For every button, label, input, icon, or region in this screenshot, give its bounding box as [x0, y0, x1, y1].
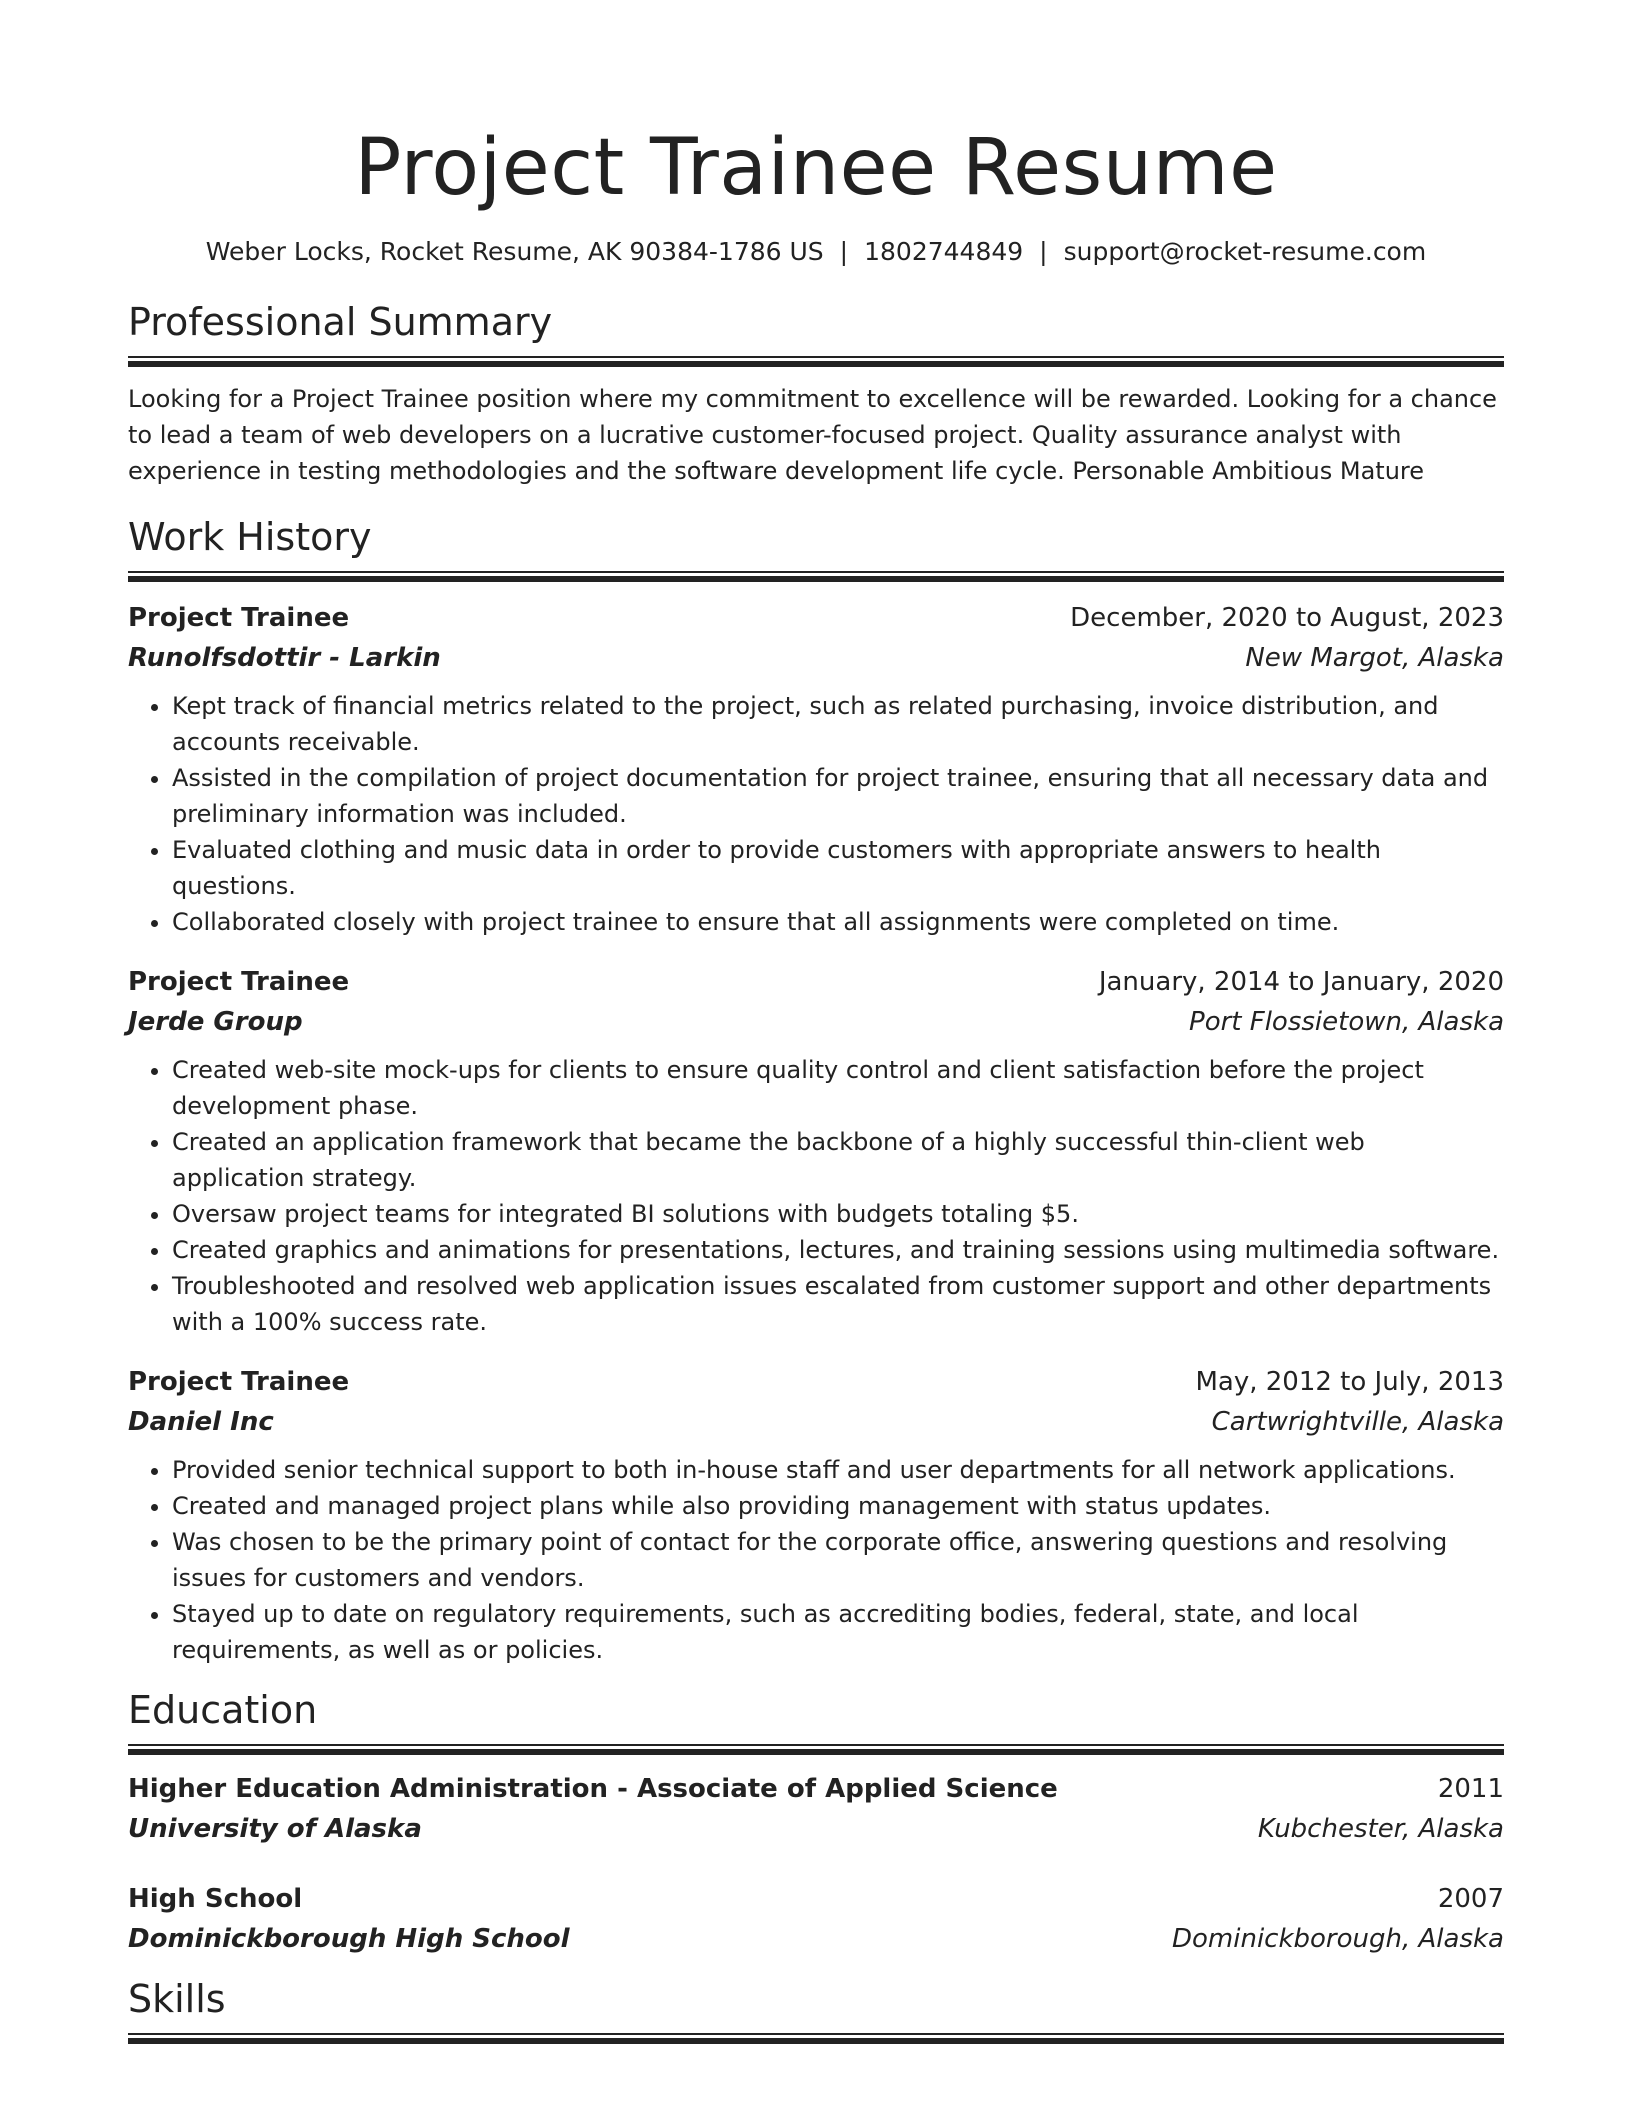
job-location: Port Flossietown, Alaska — [1189, 1007, 1504, 1037]
contact-address: Weber Locks, Rocket Resume, AK 90384-1786 US — [205, 237, 824, 266]
job-bullet: • Created web-site mock-ups for clients to ensure quality control and client satisfaction before the project development phase. — [172, 1052, 1504, 1124]
job-title: Project Trainee — [128, 1367, 350, 1397]
job-entry — [128, 598, 1504, 940]
education-entry — [128, 1769, 1504, 1849]
education-location: Kubchester, Alaska — [1257, 1814, 1504, 1844]
education-degree: High School — [128, 1884, 303, 1914]
job-company: Daniel Inc — [128, 1407, 274, 1437]
job-bullet: • Collaborated closely with project trainee to ensure that all assignments were completed on time. — [172, 904, 1504, 940]
job-bullet: • Created an application framework that became the backbone of a highly successful thin-client web application strategy. — [172, 1124, 1504, 1196]
education-section — [128, 1686, 1504, 1959]
education-year: 2011 — [1437, 1774, 1504, 1804]
job-bullet: • Was chosen to be the primary point of contact for the corporate office, answering questions and resolving issues for customers and vendors. — [172, 1524, 1504, 1596]
job-bullet: • Kept track of financial metrics related to the project, such as related purchasing, invoice distribution, and accounts receivable. — [172, 688, 1504, 760]
job-location: Cartwrightville, Alaska — [1211, 1407, 1504, 1437]
education-degree: Higher Education Administration - Associate of Applied Science — [128, 1774, 1058, 1804]
job-location: New Margot, Alaska — [1245, 643, 1504, 673]
section-divider — [128, 571, 1504, 582]
job-bullet: • Troubleshooted and resolved web application issues escalated from customer support and other departments with a 100% success rate. — [172, 1268, 1504, 1340]
job-dates: May, 2012 to July, 2013 — [1195, 1367, 1504, 1397]
work-section — [128, 513, 1504, 1668]
job-bullet: • Assisted in the compilation of project documentation for project trainee, ensuring that all necessary data and preliminary information was included. — [172, 760, 1504, 832]
section-divider — [128, 1744, 1504, 1755]
section-heading-skills: Skills — [128, 1977, 226, 2021]
education-location: Dominickborough, Alaska — [1171, 1924, 1504, 1954]
resume-title: Project Trainee Resume — [354, 123, 1278, 213]
job-entry — [128, 1362, 1504, 1668]
job-dates: January, 2014 to January, 2020 — [1098, 967, 1504, 997]
job-title: Project Trainee — [128, 967, 350, 997]
education-entry — [128, 1879, 1504, 1959]
job-bullet: • Created graphics and animations for presentations, lectures, and training sessions using multimedia software. — [172, 1232, 1504, 1268]
contact-line — [128, 234, 1504, 270]
job-dates: December, 2020 to August, 2023 — [1070, 603, 1504, 633]
job-title: Project Trainee — [128, 603, 350, 633]
job-company: Runolfsdottir - Larkin — [128, 643, 441, 673]
section-heading-work: Work History — [128, 515, 372, 559]
section-heading-summary: Professional Summary — [128, 300, 553, 344]
skills-section — [128, 1975, 1504, 2044]
section-divider — [128, 356, 1504, 367]
job-company: Jerde Group — [128, 1007, 303, 1037]
job-bullet: • Stayed up to date on regulatory requirements, such as accrediting bodies, federal, state, and local requirements, as well as or policies. — [172, 1596, 1504, 1668]
summary-section — [128, 298, 1504, 489]
contact-phone: 1802744849 — [864, 237, 1024, 266]
resume-page — [128, 0, 1504, 2044]
summary-text: Looking for a Project Trainee position where my commitment to excellence will be rewarded. Looking for a chance to lead a team of web developers on a lucrative customer-focused project. Quality assurance analyst with experience in testing methodologies and the software development life cycle. Personable Ambitious Mature — [128, 385, 1497, 485]
education-school: University of Alaska — [128, 1814, 422, 1844]
job-entry — [128, 962, 1504, 1340]
job-bullets — [128, 688, 1504, 940]
section-heading-education: Education — [128, 1688, 318, 1732]
education-year: 2007 — [1437, 1884, 1504, 1914]
job-bullets — [128, 1052, 1504, 1340]
contact-separator: | — [839, 237, 849, 266]
job-bullets — [128, 1452, 1504, 1668]
section-divider — [128, 2033, 1504, 2044]
contact-separator: | — [1039, 237, 1048, 266]
job-bullet: • Evaluated clothing and music data in order to provide customers with appropriate answers to health questions. — [172, 832, 1504, 904]
education-school: Dominickborough High School — [128, 1924, 570, 1954]
contact-email: support@rocket-resume.com — [1063, 237, 1427, 266]
job-bullet: • Provided senior technical support to both in-house staff and user departments for all network applications. — [172, 1452, 1504, 1488]
job-bullet: • Oversaw project teams for integrated BI solutions with budgets totaling $5. — [172, 1196, 1504, 1232]
job-bullet: • Created and managed project plans while also providing management with status updates. — [172, 1488, 1504, 1524]
